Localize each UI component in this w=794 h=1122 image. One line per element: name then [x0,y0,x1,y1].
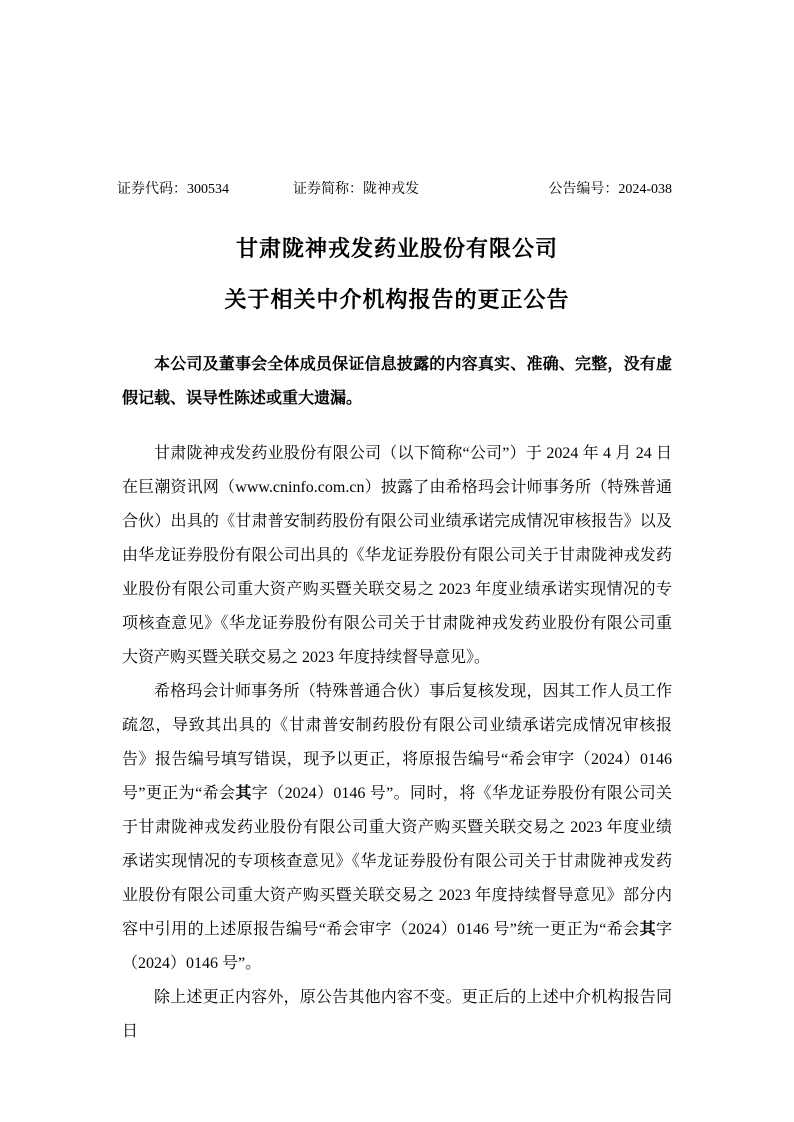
paragraph-text: 甘肃陇神戎发药业股份有限公司（以下简称“公司”）于 2024 年 4 月 24 日在巨潮资讯网（www.cninfo.com.cn）披露了由希格玛会计师事务所（特殊普通合伙）出具的《甘肃普安制药股份有限公司业绩承诺完成情况审核报告》以及由华龙证券股份有限公司出具的《华龙证券股份有限公司关于甘肃陇神戎发药业股份有限公司重大资产购买暨关联交易之 2023 年度业绩承诺实现情况的专项核查意见》《华龙证券股份有限公司关于甘肃陇神戎发药业股份有限公司重大资产购买暨关联交易之 2023 年度持续督导意见》。 [122,445,672,666]
body-paragraph-disclosure [122,437,672,675]
disclaimer-paragraph: 本公司及董事会全体成员保证信息披露的内容真实、准确、完整，没有虚假记载、误导性陈述或重大遗漏。 [122,356,672,407]
paragraph-text: 字（2024）0146 号”。 [122,921,672,972]
paragraph-text: 希格玛会计师事务所（特殊普通合伙）事后复核发现，因其工作人员工作疏忽，导致其出具的《甘肃普安制药股份有限公司业绩承诺完成情况审核报告》报告编号填写错误，现予以更正，将原报告编号“希会审字（2024）0146 号”更正为“希会 [122,683,672,802]
announcement-title: 关于相关中介机构报告的更正公告 [224,287,570,312]
document-header [117,181,672,199]
stock-code-label: 证券代码：300534 [117,182,229,197]
paragraph-text: 字（2024）0146 号”。同时，将《华龙证券股份有限公司关于甘肃陇神戎发药业股份有限公司重大资产购买暨关联交易之 2023 年度业绩承诺实现情况的专项核查意见》《华龙证券股份有限公司关于甘肃陇神戎发药业股份有限公司重大资产购买暨关联交易之 2023 年度持续督导意见》部分内容中引用的上述原报告编号“希会审字（2024）0146 号”统一更正为“希会 [122,785,672,938]
stock-abbr-label: 证券简称：陇神戎发 [293,182,419,197]
paragraph-text: 除上述更正内容外，原公告其他内容不变。更正后的上述中介机构报告同日 [122,989,672,1040]
body-paragraph-correction [122,675,672,981]
announcement-number-label: 公告编号：2024-038 [548,182,672,197]
body-paragraph-closing [122,981,672,1049]
corrected-char-emphasis: 其 [639,921,656,938]
company-name-title: 甘肃陇神戎发药业股份有限公司 [235,236,558,261]
corrected-char-emphasis: 其 [235,785,252,802]
